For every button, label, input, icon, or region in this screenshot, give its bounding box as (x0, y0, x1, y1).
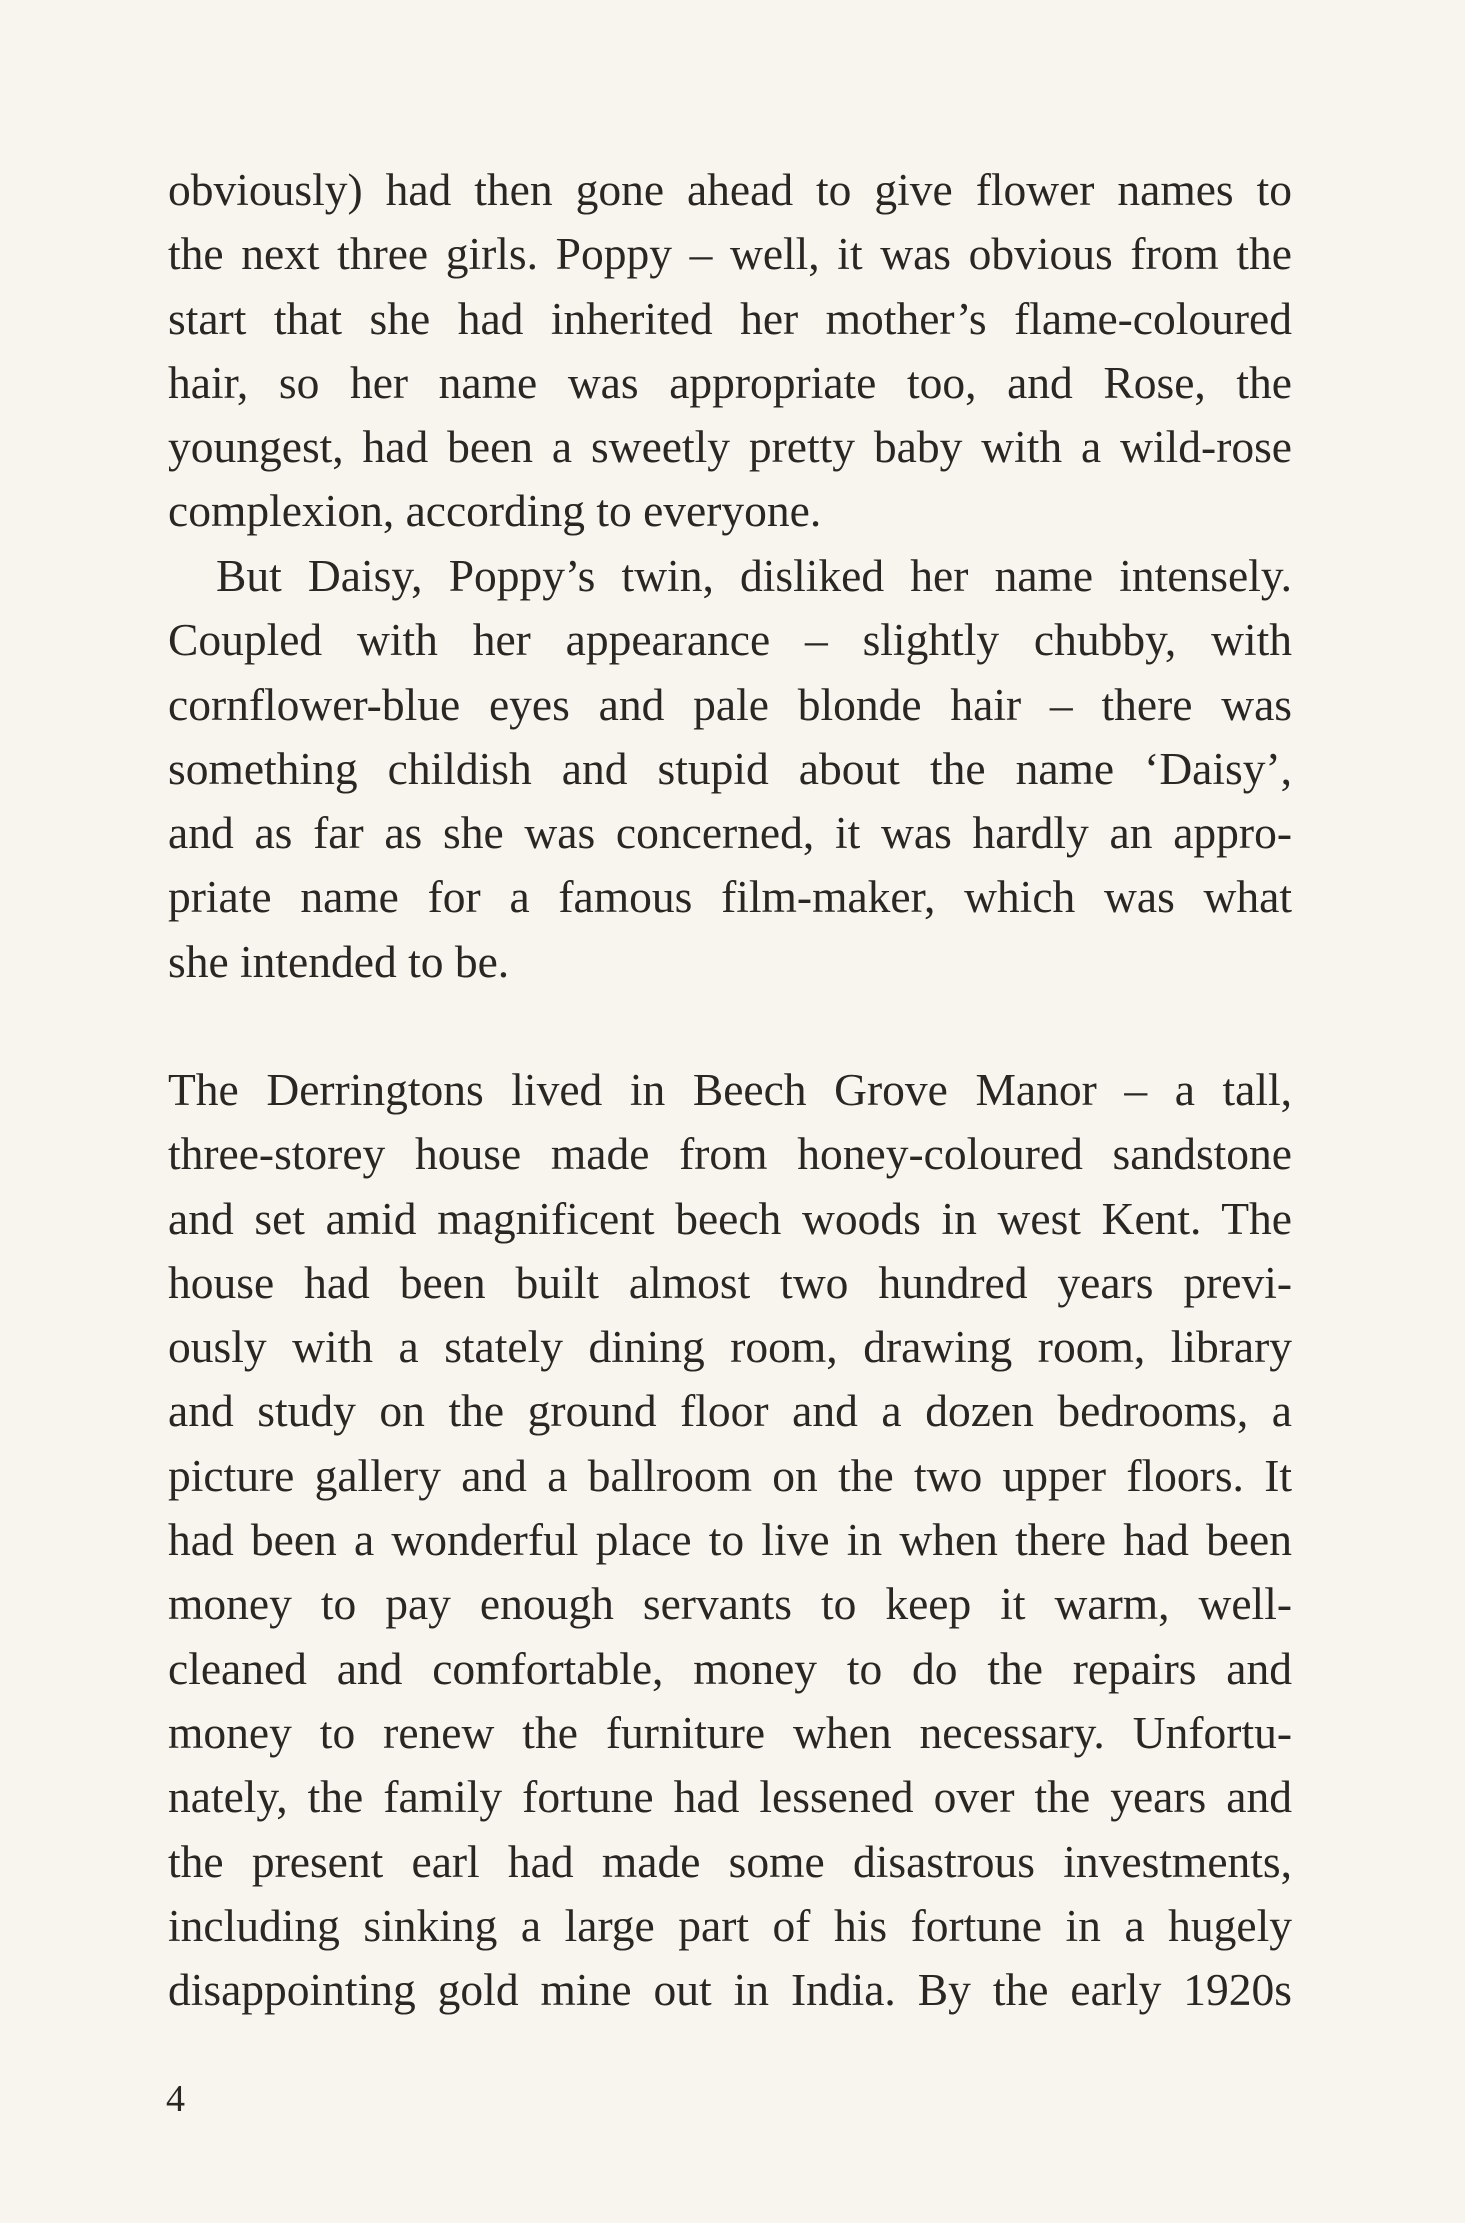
paragraph-line: the next three girls. Poppy – well, it was obvious from the (168, 228, 1292, 280)
paragraph-line: and study on the ground floor and a dozen bedrooms, a (168, 1385, 1292, 1437)
paragraph-2 (168, 544, 1292, 994)
page-number: 4 (166, 2078, 185, 2120)
paragraph-line: money to renew the furniture when necessary. Unfortu- (168, 1706, 1292, 1758)
paragraph-line: The Derringtons lived in Beech Grove Manor – a tall, (168, 1064, 1292, 1115)
paragraph-line: money to pay enough servants to keep it warm, well- (168, 1578, 1292, 1630)
paragraph-line: had been a wonderful place to live in when there had been (168, 1514, 1292, 1566)
paragraph-line: the present earl had made some disastrous investments, (168, 1835, 1292, 1887)
paragraph-line: cornflower-blue eyes and pale blonde hair – there was (168, 678, 1292, 730)
paragraph-line: picture gallery and a ballroom on the two upper floors. It (168, 1449, 1292, 1501)
paragraph-line: obviously) had then gone ahead to give flower names to (168, 164, 1292, 215)
paragraph-line: ously with a stately dining room, drawing room, library (168, 1321, 1292, 1373)
paragraph-line: something childish and stupid about the name ‘Daisy’, (168, 742, 1292, 794)
paragraph-line: But Daisy, Poppy’s twin, disliked her name intensely. (216, 550, 1292, 601)
paragraph-3 (168, 1058, 1292, 2022)
paragraph-1 (168, 158, 1292, 544)
paragraph-line: three-storey house made from honey-coloured sandstone (168, 1128, 1292, 1180)
paragraph-line: she intended to be. (168, 935, 510, 987)
paragraph-line: start that she had inherited her mother’s flame-coloured (168, 292, 1292, 344)
paragraph-line: complexion, according to everyone. (168, 485, 822, 537)
paragraph-line: youngest, had been a sweetly pretty baby with a wild-rose (168, 421, 1292, 473)
paragraph-line: disappointing gold mine out in India. By the early 1920s (168, 1964, 1292, 2016)
paragraph-line: house had been built almost two hundred years previ- (168, 1256, 1292, 1308)
paragraph-line: including sinking a large part of his fortune in a hugely (168, 1899, 1292, 1951)
paragraph-line: and set amid magnificent beech woods in west Kent. The (168, 1192, 1292, 1244)
paragraph-line: priate name for a famous film-maker, which was what (168, 871, 1292, 923)
paragraph-line: cleaned and comfortable, money to do the repairs and (168, 1642, 1292, 1694)
paragraph-line: Coupled with her appearance – slightly chubby, with (168, 614, 1292, 666)
paragraph-line: nately, the family fortune had lessened over the years and (168, 1771, 1292, 1823)
paragraph-line: hair, so her name was appropriate too, and Rose, the (168, 356, 1292, 408)
paragraph-line: and as far as she was concerned, it was hardly an appro- (168, 807, 1292, 859)
